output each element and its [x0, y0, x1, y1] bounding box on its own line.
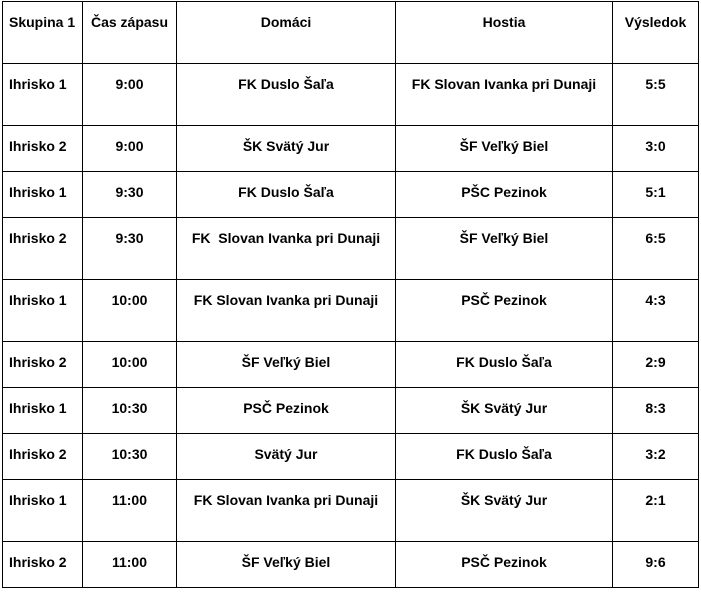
header-result: Výsledok [613, 2, 699, 64]
table-row [3, 434, 699, 480]
time-cell: 10:00 [83, 280, 177, 342]
time-cell: 9:30 [83, 218, 177, 280]
result-cell: 3:0 [613, 126, 699, 172]
result-cell: 9:6 [613, 542, 699, 588]
pitch-cell: Ihrisko 2 [3, 126, 83, 172]
away-team-cell: FK Slovan Ivanka pri Dunaji [396, 64, 613, 126]
home-team-cell: Svätý Jur [177, 434, 396, 480]
time-cell: 11:00 [83, 480, 177, 542]
table-row [3, 542, 699, 588]
table-row [3, 64, 699, 126]
result-cell: 2:9 [613, 342, 699, 388]
result-cell: 2:1 [613, 480, 699, 542]
home-team-cell: FK Slovan Ivanka pri Dunaji [177, 480, 396, 542]
table-row [3, 218, 699, 280]
home-team-cell: FK Slovan Ivanka pri Dunaji [177, 218, 396, 280]
table-row [3, 172, 699, 218]
home-team-cell: FK Slovan Ivanka pri Dunaji [177, 280, 396, 342]
pitch-cell: Ihrisko 1 [3, 172, 83, 218]
pitch-cell: Ihrisko 2 [3, 218, 83, 280]
match-schedule-table [2, 1, 699, 588]
away-team-cell: FK Duslo Šaľa [396, 434, 613, 480]
table-row [3, 388, 699, 434]
pitch-cell: Ihrisko 1 [3, 280, 83, 342]
time-cell: 10:30 [83, 388, 177, 434]
away-team-cell: ŠK Svätý Jur [396, 480, 613, 542]
header-away: Hostia [396, 2, 613, 64]
away-team-cell: FK Duslo Šaľa [396, 342, 613, 388]
time-cell: 10:00 [83, 342, 177, 388]
table-row [3, 280, 699, 342]
table-row [3, 126, 699, 172]
time-cell: 9:00 [83, 64, 177, 126]
away-team-cell: ŠF Veľký Biel [396, 126, 613, 172]
time-cell: 9:30 [83, 172, 177, 218]
time-cell: 11:00 [83, 542, 177, 588]
home-team-cell: ŠF Veľký Biel [177, 342, 396, 388]
result-cell: 5:1 [613, 172, 699, 218]
home-team-cell: ŠK Svätý Jur [177, 126, 396, 172]
header-time: Čas zápasu [83, 2, 177, 64]
pitch-cell: Ihrisko 2 [3, 342, 83, 388]
away-team-cell: PSČ Pezinok [396, 542, 613, 588]
table-row [3, 480, 699, 542]
header-home: Domáci [177, 2, 396, 64]
away-team-cell: ŠF Veľký Biel [396, 218, 613, 280]
pitch-cell: Ihrisko 1 [3, 64, 83, 126]
pitch-cell: Ihrisko 2 [3, 434, 83, 480]
header-row [3, 2, 699, 64]
result-cell: 3:2 [613, 434, 699, 480]
home-team-cell: ŠF Veľký Biel [177, 542, 396, 588]
home-team-cell: FK Duslo Šaľa [177, 172, 396, 218]
time-cell: 9:00 [83, 126, 177, 172]
pitch-cell: Ihrisko 2 [3, 542, 83, 588]
away-team-cell: PSČ Pezinok [396, 280, 613, 342]
header-group: Skupina 1 [3, 2, 83, 64]
away-team-cell: ŠK Svätý Jur [396, 388, 613, 434]
away-team-cell: PŠC Pezinok [396, 172, 613, 218]
home-team-cell: FK Duslo Šaľa [177, 64, 396, 126]
pitch-cell: Ihrisko 1 [3, 388, 83, 434]
result-cell: 5:5 [613, 64, 699, 126]
result-cell: 8:3 [613, 388, 699, 434]
table-row [3, 342, 699, 388]
result-cell: 4:3 [613, 280, 699, 342]
result-cell: 6:5 [613, 218, 699, 280]
time-cell: 10:30 [83, 434, 177, 480]
home-team-cell: PSČ Pezinok [177, 388, 396, 434]
pitch-cell: Ihrisko 1 [3, 480, 83, 542]
